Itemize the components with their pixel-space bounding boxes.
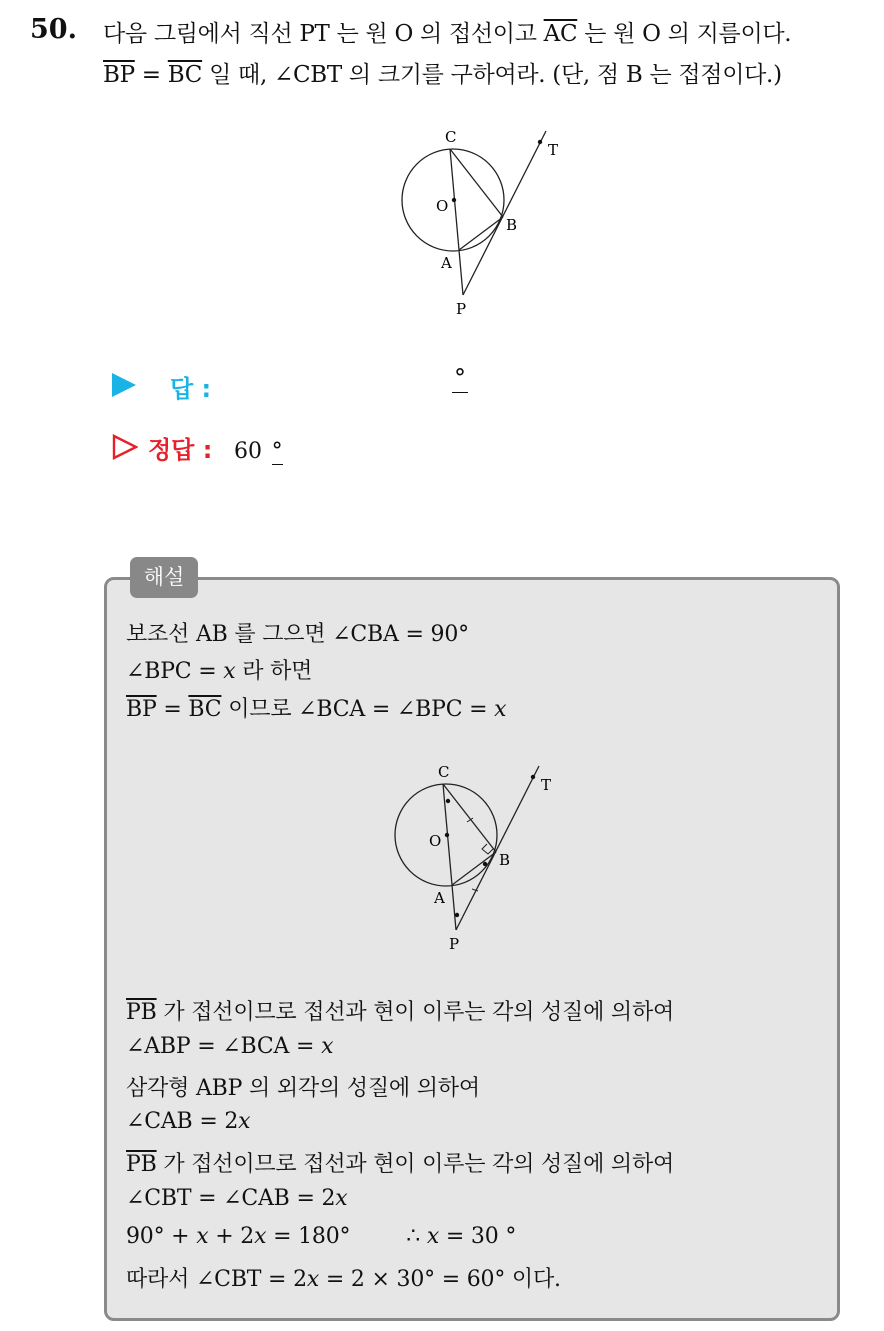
label-b: B <box>499 851 511 869</box>
label-a: A <box>434 889 445 907</box>
label-c: C <box>445 128 457 146</box>
segment-ac: $\overline{AC}$ <box>543 21 578 47</box>
variable-x: x <box>306 1267 320 1292</box>
solution-text: ∠CAB = 2 <box>126 1109 239 1134</box>
solution-line-9 <box>126 1186 348 1211</box>
solution-text: = 2 × 30° = 60° 이다. <box>319 1267 561 1292</box>
correct-answer-label: 정답 : <box>148 436 213 464</box>
solution-tag: 해설 <box>130 557 198 598</box>
solution-line-3 <box>126 692 506 723</box>
answer-blank-unit: ° <box>454 364 466 392</box>
solution-line-11 <box>126 1262 561 1293</box>
therefore-symbol: ∴ <box>406 1224 427 1249</box>
solution-text: 가 접선이므로 접선과 현이 이루는 각의 성질에 의하여 <box>156 1000 675 1025</box>
solution-line-4 <box>126 995 674 1026</box>
question-text: 는 원 O 의 지름이다. <box>577 21 792 47</box>
question-line-2 <box>103 56 782 89</box>
tangent-pt <box>463 131 546 295</box>
variable-x: x <box>335 1186 348 1211</box>
solution-text: 이므로 ∠BCA = ∠BPC = <box>221 697 495 722</box>
answer-arrow-icon <box>112 373 136 397</box>
label-o: O <box>436 197 449 215</box>
solution-text: 가 접선이므로 접선과 현이 이루는 각의 성질에 의하여 <box>156 1152 675 1177</box>
correct-answer-unit: ° <box>271 439 283 464</box>
solution-text: + 2 <box>208 1224 255 1249</box>
segment-bc: $\overline{BC}$ <box>188 697 222 722</box>
label-t: T <box>548 141 559 159</box>
angle-dot-c <box>446 799 450 803</box>
segment-pa <box>459 250 463 295</box>
variable-x: x <box>196 1224 209 1249</box>
solution-text: 90° + <box>126 1224 197 1249</box>
solution-text: ∠CBT = ∠CAB = 2 <box>126 1186 336 1211</box>
solution-text: ∠ABP = ∠BCA = <box>126 1034 322 1059</box>
tangent-pt <box>456 766 539 930</box>
correct-answer-value: 60 <box>233 439 262 464</box>
variable-x: x <box>494 697 507 722</box>
variable-x: x <box>426 1224 440 1249</box>
solution-line-6: 삼각형 ABP 의 외각의 성질에 의하여 <box>126 1076 480 1101</box>
variable-x: x <box>254 1224 267 1249</box>
segment-bp: $\overline{BP}$ <box>103 62 135 88</box>
label-p: P <box>456 300 467 318</box>
solution-line-7 <box>126 1109 250 1134</box>
point-o <box>452 198 456 202</box>
solution-line-8 <box>126 1147 674 1178</box>
label-b: B <box>506 216 518 234</box>
question-line-1 <box>103 15 791 48</box>
equals-sign: = <box>156 697 189 722</box>
point-t <box>531 775 535 779</box>
solution-text: 따라서 ∠CBT = 2 <box>126 1267 307 1292</box>
solution-line-5 <box>126 1034 333 1059</box>
question-text: 일 때, ∠CBT 의 크기를 구하여라. (단, 점 B 는 접점이다.) <box>202 62 782 88</box>
solution-text: 라 하면 <box>235 659 313 684</box>
answer-label-text: 답 : <box>170 375 212 403</box>
chord-cb <box>450 149 503 217</box>
solution-figure <box>383 755 573 960</box>
label-a: A <box>441 254 452 272</box>
segment-bp: $\overline{BP}$ <box>126 697 157 722</box>
solution-line-2 <box>126 654 312 685</box>
variable-x: x <box>321 1034 334 1059</box>
problem-figure <box>390 120 580 325</box>
equals-sign: = <box>134 62 168 88</box>
chord-ab <box>452 852 496 885</box>
segment-pb: $\overline{PB}$ <box>126 1000 157 1025</box>
label-o: O <box>429 832 442 850</box>
point-t <box>538 140 542 144</box>
segment-bc: $\overline{BC}$ <box>167 62 203 88</box>
variable-x: x <box>238 1109 251 1134</box>
answer-label <box>170 369 211 404</box>
solution-text: = 30 ° <box>439 1224 517 1249</box>
solution-text: ∠BPC = <box>126 659 224 684</box>
label-t: T <box>541 776 552 794</box>
correct-answer-row <box>148 430 283 465</box>
point-o <box>445 833 449 837</box>
chord-cb <box>443 784 496 852</box>
angle-dot-p <box>455 913 459 917</box>
chord-ab <box>459 217 503 250</box>
segment-pa <box>452 885 456 930</box>
variable-x: x <box>223 659 236 684</box>
correct-answer-arrow-icon <box>112 434 138 460</box>
solution-line-10 <box>126 1224 516 1249</box>
angle-dot-b <box>483 862 487 866</box>
segment-pb: $\overline{PB}$ <box>126 1152 157 1177</box>
solution-text: = 180° <box>266 1224 351 1249</box>
label-c: C <box>438 763 450 781</box>
question-number: 50. <box>30 14 77 45</box>
label-p: P <box>449 935 460 953</box>
solution-line-1: 보조선 AB 를 그으면 ∠CBA = 90° <box>126 622 469 647</box>
question-text: 다음 그림에서 직선 PT 는 원 O 의 접선이고 <box>103 21 544 47</box>
